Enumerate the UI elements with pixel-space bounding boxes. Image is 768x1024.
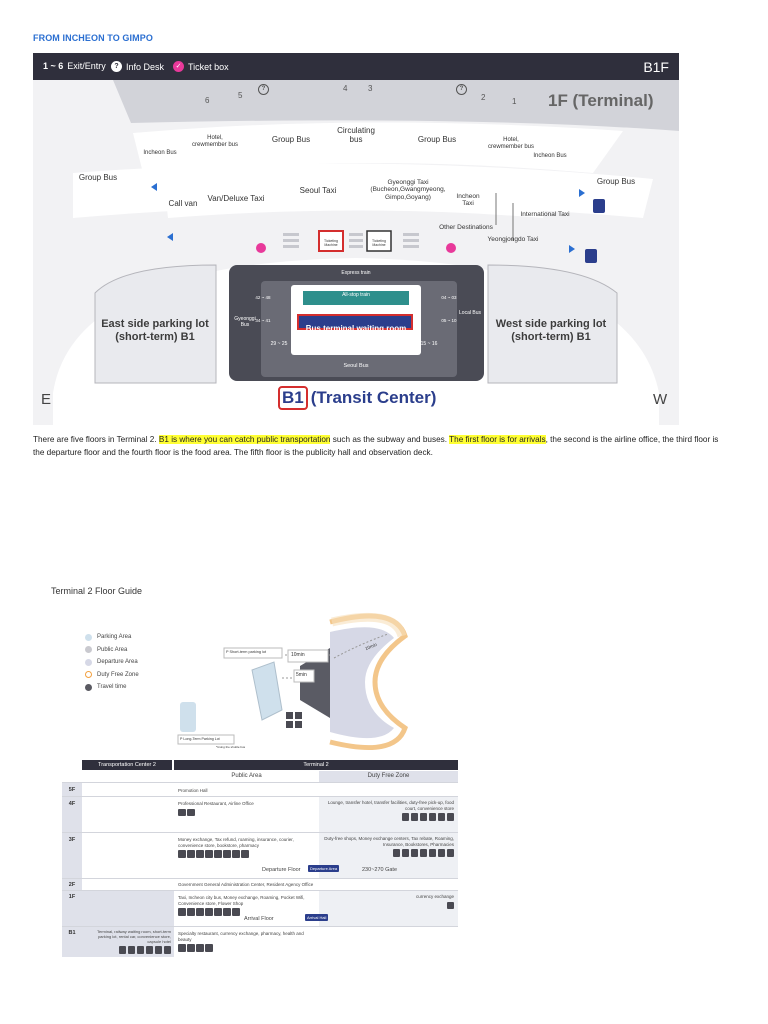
row-label: 3F bbox=[62, 833, 82, 879]
office-icon bbox=[187, 809, 195, 817]
gate-number: 3 bbox=[368, 84, 373, 93]
row-public: Promotion Hall bbox=[178, 788, 208, 793]
car-icon bbox=[146, 946, 154, 954]
allstop-train-label: All-stop train bbox=[342, 292, 370, 298]
stop-circulating-bus: Circulating bus bbox=[337, 126, 375, 145]
stop-incheon-taxi: Incheon Taxi bbox=[456, 193, 480, 208]
side-range: 42 ~ 48 bbox=[255, 295, 271, 300]
hotel-icon bbox=[411, 813, 419, 821]
travel-time-10min: 10min bbox=[291, 652, 305, 658]
facility-icons bbox=[85, 946, 171, 954]
side-range: 05 ~ 10 bbox=[441, 318, 457, 323]
departure-gates: 230~270 Gate bbox=[362, 867, 398, 873]
transit-center-name: (Transit Center) bbox=[310, 388, 437, 407]
store-icon bbox=[223, 908, 231, 916]
ticketing-machine-1: Ticketing Machine bbox=[324, 239, 338, 248]
compass-west: W bbox=[653, 391, 668, 408]
restaurant-icon bbox=[178, 944, 186, 952]
gate-number: 2 bbox=[481, 93, 486, 102]
row-dfz: Duty-free shops, Money exchange centers, Tax rebate, Roaming, Insurance, Bookstores, Pharmacies bbox=[324, 836, 454, 847]
ticketing-machine-2: Ticketing Machine bbox=[372, 239, 386, 248]
header-terminal-2: Terminal 2 bbox=[174, 760, 458, 770]
transfer-icon bbox=[420, 813, 428, 821]
book-icon bbox=[232, 850, 240, 858]
stop-hotel-bus-left: Hotel, crewmember bus bbox=[191, 135, 238, 148]
gate-number: 1 bbox=[512, 97, 517, 106]
row-dfz: Lounge, transfer hotel, transfer facilities, duty-free pick-up, food court, convenience store bbox=[327, 800, 454, 811]
shopping-icon bbox=[429, 813, 437, 821]
side-range: 34 ~ 41 bbox=[255, 318, 271, 323]
legend-duty-free-zone: Duty Free Zone bbox=[85, 669, 139, 682]
legend-info-desk: ? Info Desk bbox=[111, 61, 164, 72]
tax-icon bbox=[187, 850, 195, 858]
pharmacy-icon bbox=[196, 944, 204, 952]
waiting-room-label: Bus terminal waiting room bbox=[305, 324, 407, 333]
table-row-4f bbox=[62, 796, 458, 832]
section-title: FROM INCHEON TO GIMPO bbox=[33, 33, 153, 43]
west-parking-lot: West side parking lot (short-term) B1 bbox=[495, 318, 607, 343]
floor-guide-legend bbox=[85, 631, 139, 694]
floors-description bbox=[33, 433, 723, 459]
table-row-b1 bbox=[62, 926, 458, 956]
local-bus-label: Local Bus bbox=[459, 310, 481, 316]
duty-free-icon bbox=[393, 849, 401, 857]
waiting-icon bbox=[128, 946, 136, 954]
facility-icons bbox=[323, 813, 454, 821]
legend-travel-time: Travel time bbox=[85, 681, 139, 694]
roaming-icon bbox=[420, 849, 428, 857]
departure-floor-label: Departure Floor bbox=[262, 867, 301, 873]
floor-label: B1F bbox=[643, 59, 669, 75]
table-row-5f bbox=[62, 782, 458, 796]
stop-group-bus-east: Group Bus bbox=[596, 177, 636, 186]
exchange-icon bbox=[178, 850, 186, 858]
header-duty-free-zone: Duty Free Zone bbox=[319, 771, 458, 782]
legend-departure-area: Departure Area bbox=[85, 656, 139, 669]
para-text: such as the subway and buses. bbox=[330, 435, 450, 444]
row-dfz: currency exchange bbox=[415, 894, 454, 899]
facility-icons bbox=[178, 908, 318, 916]
exchange-icon bbox=[196, 908, 204, 916]
stop-international-taxi: International Taxi bbox=[520, 211, 570, 218]
floor-guide-diagram bbox=[170, 600, 450, 760]
book-icon bbox=[438, 849, 446, 857]
stop-yeongjongdo-taxi: Yeongjongdo Taxi bbox=[487, 236, 539, 243]
table-row-2f bbox=[62, 878, 458, 890]
facility-icons bbox=[178, 944, 318, 952]
insurance-icon bbox=[429, 849, 437, 857]
stop-call-van: Call van bbox=[168, 199, 198, 208]
stop-hotel-bus-right: Hotel, crewmember bus bbox=[487, 137, 534, 150]
east-parking-lot: East side parking lot (short-term) B1 bbox=[101, 318, 209, 343]
info-desk-icon: ? bbox=[456, 84, 467, 95]
gate-number: 4 bbox=[343, 84, 348, 93]
compass-east: E bbox=[41, 391, 52, 408]
public-dot-icon bbox=[85, 646, 92, 653]
label-other-destinations: Other Destinations bbox=[439, 224, 493, 231]
gate-number: 5 bbox=[238, 91, 243, 100]
platform-range: 15 ~ 16 bbox=[420, 341, 438, 347]
courier-icon bbox=[214, 850, 222, 858]
legend-exit: 1 ~ 6 Exit/Entry bbox=[43, 61, 106, 71]
beauty-icon bbox=[205, 944, 213, 952]
para-text: There are five floors in Terminal 2. bbox=[33, 435, 159, 444]
taxi-icon bbox=[178, 908, 186, 916]
row-label: 1F bbox=[62, 891, 82, 927]
facility-icons bbox=[323, 902, 454, 910]
pharmacy-icon bbox=[241, 850, 249, 858]
row-public-cell bbox=[178, 837, 318, 858]
platform-range: 17 ~ 22 bbox=[370, 341, 388, 347]
para-text: , the second is the airline office, the third floor is the departure floor and the fourth floor is the food area. The fifth floor is the publicity hall and observation deck. bbox=[33, 435, 719, 457]
platform-range: 23 ~ 20 bbox=[320, 341, 338, 347]
side-range: 04 ~ 03 bbox=[441, 295, 457, 300]
b1-floor-badge: B1 bbox=[278, 386, 308, 410]
table-row-3f bbox=[62, 832, 458, 878]
row-label: 5F bbox=[62, 783, 82, 797]
express-train-label: Express train bbox=[341, 270, 371, 276]
row-public: Government General Administration Center, Resident Agency Office bbox=[178, 882, 314, 887]
arrival-floor-label: Arrival Floor bbox=[244, 916, 274, 922]
facility-icons bbox=[323, 849, 454, 857]
row-public: Taxi, Incheon city bus, Money exchange, Roaming, Pocket Wifi, Convenience store, Flower Shop bbox=[178, 895, 305, 906]
bus-icon bbox=[187, 908, 195, 916]
clock-icon bbox=[85, 684, 92, 691]
row-public-cell bbox=[178, 931, 318, 952]
shuttle-note: *Using the shuttle bus bbox=[216, 745, 246, 749]
b1f-map bbox=[33, 53, 679, 425]
food-icon bbox=[438, 813, 446, 821]
stop-group-bus-1: Group Bus bbox=[271, 135, 311, 144]
row-tc2-cell bbox=[82, 891, 174, 927]
row-public: Specialty restaurant, currency exchange, pharmacy, health and beauty bbox=[178, 931, 304, 942]
parking-icon bbox=[137, 946, 145, 954]
long-term-parking-label: P Long-Term Parking Lot bbox=[180, 737, 220, 741]
lounge-icon bbox=[402, 813, 410, 821]
row-duty-free-cell bbox=[319, 797, 458, 833]
stop-incheon-bus-right: Incheon Bus bbox=[533, 153, 567, 159]
facility-icons bbox=[178, 850, 318, 858]
short-term-parking-label: P Short-term parking lot bbox=[226, 650, 267, 654]
exchange-icon bbox=[447, 902, 455, 910]
row-public-cell bbox=[178, 801, 318, 816]
hotel-icon bbox=[164, 946, 172, 954]
row-tc2-cell bbox=[82, 927, 174, 957]
insurance-icon bbox=[205, 850, 213, 858]
row-label: 2F bbox=[62, 879, 82, 891]
ticket-icon: ✓ bbox=[173, 61, 184, 72]
duty-free-dot-icon bbox=[85, 671, 92, 678]
stop-gyeonggi-taxi: Gyeonggi Taxi (Bucheon,Gwangmyeong, Gimpo,Goyang) bbox=[370, 179, 446, 201]
facility-icons bbox=[178, 809, 318, 817]
row-label: B1 bbox=[62, 927, 82, 957]
floor-guide-title: Terminal 2 Floor Guide bbox=[51, 586, 143, 596]
row-tc2: Terminal, railway waiting room, short-term parking lot, rental car, convenience store, capsule hotel bbox=[96, 929, 171, 944]
roaming-icon bbox=[196, 850, 204, 858]
stop-group-bus-west: Group Bus bbox=[78, 173, 118, 182]
para-highlight: B1 is where you can catch public transportation bbox=[158, 435, 331, 444]
header-transportation-center-2: Transportation Center 2 bbox=[82, 760, 172, 770]
gyeonggi-bus-label: Gyeonggi Bus bbox=[234, 316, 256, 328]
seoul-bus-label: Seoul Bus bbox=[343, 363, 369, 369]
legend-ticket-box: ✓ Ticket box bbox=[173, 61, 229, 72]
store-icon bbox=[447, 813, 455, 821]
stop-seoul-taxi: Seoul Taxi bbox=[299, 186, 337, 195]
legend-parking-area: Parking Area bbox=[85, 631, 139, 644]
header-public-area: Public Area bbox=[174, 771, 319, 782]
departure-dot-icon bbox=[85, 659, 92, 666]
legend-public-area: Public Area bbox=[85, 644, 139, 657]
store-icon bbox=[155, 946, 163, 954]
row-label: 4F bbox=[62, 797, 82, 833]
parking-dot-icon bbox=[85, 634, 92, 641]
train-icon bbox=[119, 946, 127, 954]
restaurant-icon bbox=[178, 809, 186, 817]
exchange-icon bbox=[187, 944, 195, 952]
wifi-icon bbox=[214, 908, 222, 916]
travel-time-10min-dfz: 10min bbox=[364, 641, 378, 652]
table-row-1f bbox=[62, 890, 458, 926]
info-desk-icon: ? bbox=[258, 84, 269, 95]
row-public: Professional Restaurant, Airline Office bbox=[178, 801, 254, 806]
stop-van-deluxe-taxi: Van/Deluxe Taxi bbox=[207, 194, 265, 203]
flower-icon bbox=[232, 908, 240, 916]
gate-number: 6 bbox=[205, 96, 210, 105]
exchange-icon bbox=[402, 849, 410, 857]
arrival-hall-pill: Arrival Hall bbox=[307, 915, 327, 920]
info-desk-icon: ? bbox=[111, 61, 122, 72]
stop-incheon-bus-left: Incheon Bus bbox=[143, 150, 177, 156]
row-public-cell bbox=[178, 895, 318, 916]
departure-area-pill: Departure Area bbox=[310, 866, 338, 871]
roaming-icon bbox=[205, 908, 213, 916]
store-icon bbox=[223, 850, 231, 858]
stop-group-bus-2: Group Bus bbox=[417, 135, 457, 144]
terminal-label: 1F (Terminal) bbox=[548, 91, 654, 110]
tax-icon bbox=[411, 849, 419, 857]
platform-range: 29 ~ 25 bbox=[270, 341, 288, 347]
travel-time-5min: 5min bbox=[296, 672, 307, 678]
row-public: Money exchange, Tax refund, roaming, insurance, courier, convenience store, bookstore, pharmacy bbox=[178, 837, 294, 848]
para-highlight: The first floor is for arrivals bbox=[449, 435, 546, 444]
pharmacy-icon bbox=[447, 849, 455, 857]
transit-center-label bbox=[278, 386, 436, 410]
row-duty-free-cell bbox=[319, 891, 458, 927]
